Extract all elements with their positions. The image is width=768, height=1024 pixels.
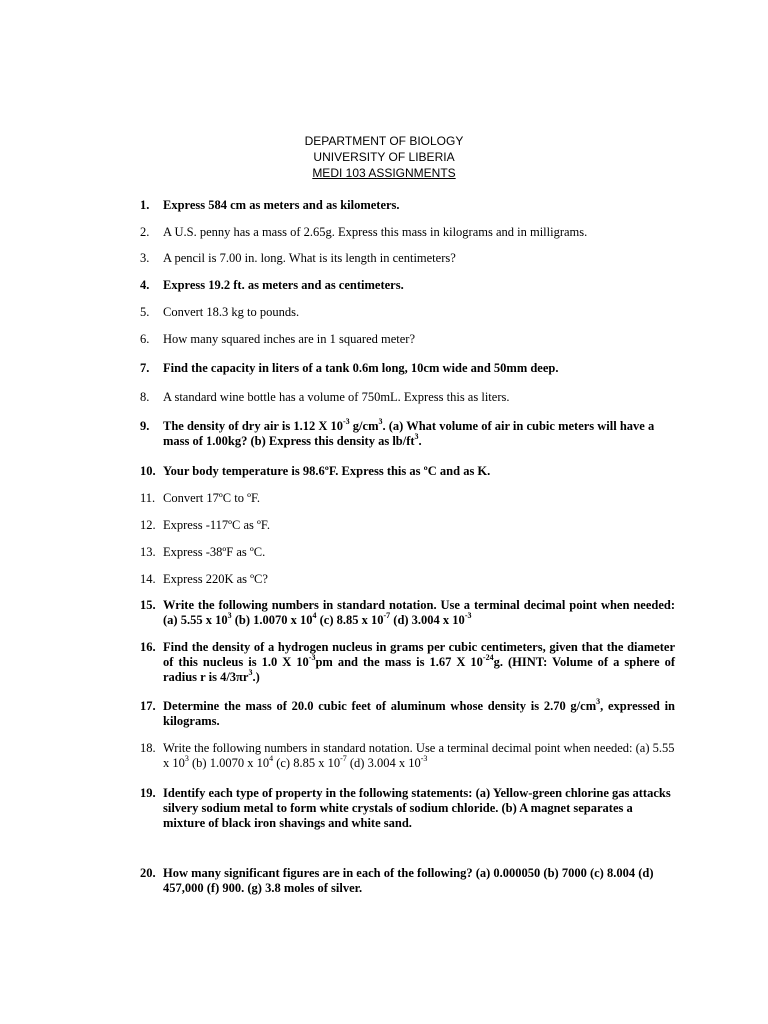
question-number: 4. (140, 278, 150, 292)
question-6 (140, 332, 675, 347)
superscript: -3 (308, 652, 316, 662)
superscript: 4 (312, 610, 317, 620)
question-number: 2. (140, 225, 150, 239)
question-text: How many significant figures are in each of the following? (a) 0.000050 (b) 7000 (c) 8.004 (d) 457,000 (f) 900. (g) 3.8 moles of silver. (163, 866, 654, 895)
question-number: 17. (140, 699, 156, 713)
question-number: 11. (140, 491, 156, 505)
question-number: 13. (140, 545, 156, 559)
question-5 (140, 305, 675, 320)
question-text: A U.S. penny has a mass of 2.65g. Express this mass in kilograms and in milligrams. (163, 225, 588, 239)
question-text: A standard wine bottle has a volume of 750mL. Express this as liters. (163, 390, 510, 404)
superscript: -7 (383, 610, 391, 620)
question-4 (140, 278, 675, 293)
question-number: 7. (140, 361, 150, 375)
question-14 (140, 572, 675, 587)
question-number: 1. (140, 198, 150, 212)
question-number: 8. (140, 390, 150, 404)
question-12 (140, 518, 675, 533)
superscript: 3 (227, 610, 232, 620)
question-number: 19. (140, 786, 156, 800)
question-7 (140, 361, 675, 376)
question-text: Your body temperature is 98.6ºF. Express this as ºC and as K. (163, 464, 491, 478)
superscript: -3 (420, 753, 428, 763)
question-text: Determine the mass of 20.0 cubic feet of aluminum whose density is 2.70 $g/cm^3$, expressed in kilograms. (163, 696, 676, 728)
superscript: -3 (343, 416, 350, 426)
question-number: 10. (140, 464, 156, 478)
question-text: Convert 17ºC to ºF. (163, 491, 261, 505)
assignment-title: MEDI 103 ASSIGNMENTS (312, 166, 456, 180)
question-number: 6. (140, 332, 150, 346)
superscript: -24 (482, 652, 494, 662)
question-text: The density of dry air is 1.12 X $10^{-3}$ $g/cm^3$. (a) What volume of air in cubic meters will have a mass of 1.00kg? (b) Express this density as $lb/ft^3$. (163, 416, 655, 448)
question-number: 5. (140, 305, 150, 319)
question-text: Write the following numbers in standard notation. Use a terminal decimal point when needed: (a) 5.55 x $10^3$ (b) 1.0070 x $10^4$ (c) 8.85 x $10^{-7}$ (d) 3.004 x $10^{-3}$ (163, 598, 675, 627)
question-text: Write the following numbers in standard notation. Use a terminal decimal point when needed: (a) 5.55 x $10^3$ (b) 1.0070 x $10^4$ (c) 8.85 x $10^{-7}$ (d) 3.004 x $10^{-3}$ (163, 741, 675, 770)
question-text: Express -117ºC as ºF. (163, 518, 270, 532)
university-title: UNIVERSITY OF LIBERIA (313, 150, 455, 164)
question-number: 3. (140, 251, 150, 265)
question-number: 15. (140, 598, 156, 612)
question-3 (140, 251, 675, 266)
question-text: Express 19.2 ft. as meters and as centimeters. (163, 278, 404, 292)
question-20 (140, 866, 675, 896)
question-number: 14. (140, 572, 156, 586)
superscript: 3 (378, 416, 383, 426)
question-number: 9. (140, 419, 150, 433)
question-8 (140, 390, 675, 405)
question-11 (140, 491, 675, 506)
question-10 (140, 464, 675, 479)
question-text: Find the capacity in liters of a tank 0.6m long, 10cm wide and 50mm deep. (163, 361, 559, 375)
question-19 (140, 786, 675, 831)
question-text: How many squared inches are in 1 squared meter? (163, 332, 415, 346)
superscript: 3 (414, 431, 419, 441)
assignment-title-wrap (0, 165, 768, 181)
department-title: DEPARTMENT OF BIOLOGY (304, 134, 464, 148)
question-text: A pencil is 7.00 in. long. What is its length in centimeters? (163, 251, 456, 265)
superscript: 4 (269, 753, 274, 763)
question-2 (140, 225, 675, 240)
question-number: 18. (140, 741, 156, 755)
superscript: -7 (340, 753, 347, 763)
question-number: 20. (140, 866, 156, 880)
question-text: Identify each type of property in the following statements: (a) Yellow-green chlorine gas attacks silvery sodium metal to form white crystals of sodium chloride. (b) A magnet separates a mixture of black iron shavings and white sand. (163, 786, 671, 830)
question-18 (140, 741, 675, 771)
question-15 (140, 598, 675, 628)
question-text: Convert 18.3 kg to pounds. (163, 305, 300, 319)
superscript: 3 (596, 696, 601, 706)
question-text: Find the density of a hydrogen nucleus in grams per cubic centimeters, given that the diameter of this nucleus is 1.0 X $10^{-3}pm$ and the mass is 1.67 X $10^{-24}g$. (HINT: Volume of a sphere of radius r is $4/3\pi r^3$.) (163, 640, 675, 684)
question-17 (140, 696, 676, 729)
superscript: 3 (184, 753, 189, 763)
question-13 (140, 545, 675, 560)
question-16 (140, 640, 675, 685)
question-text: Express 584 cm as meters and as kilometers. (163, 198, 400, 212)
question-text: Express 220K as ºC? (163, 572, 268, 586)
superscript: 3 (248, 667, 253, 677)
question-9 (140, 416, 675, 449)
question-number: 12. (140, 518, 156, 532)
question-number: 16. (140, 640, 156, 654)
question-text: Express -38ºF as ºC. (163, 545, 266, 559)
superscript: -3 (464, 610, 472, 620)
question-1 (140, 198, 675, 213)
